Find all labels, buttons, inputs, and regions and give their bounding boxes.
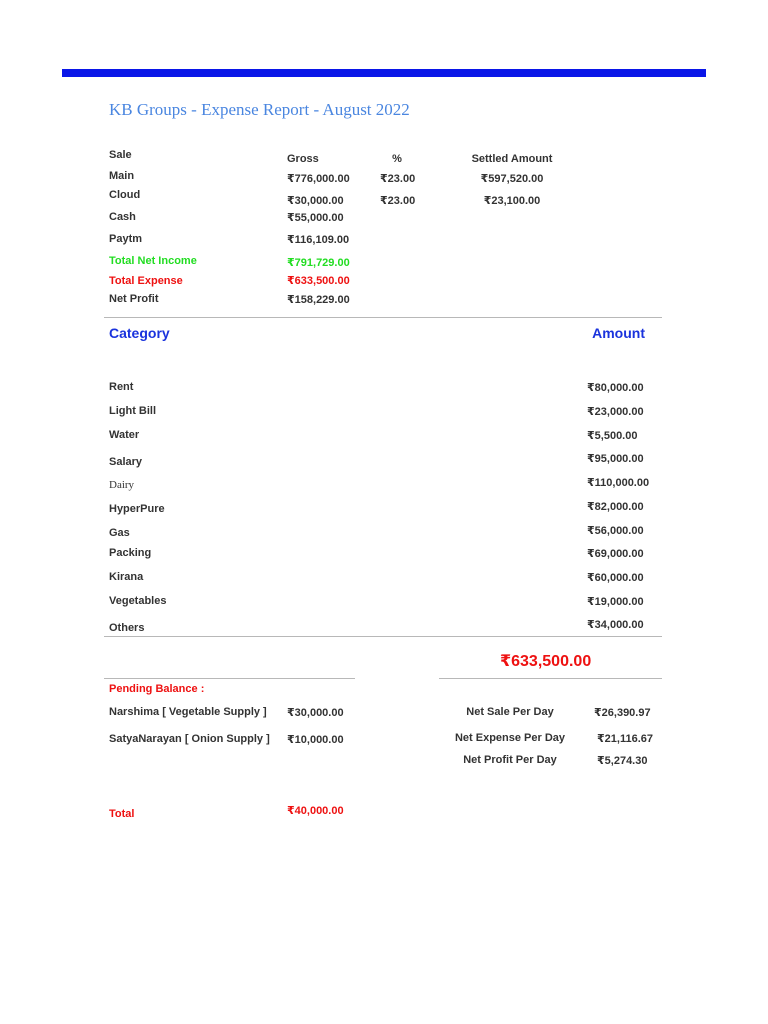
total-net-income-value: ₹791,729.00: [287, 257, 350, 269]
net-profit-label: Net Profit: [109, 293, 159, 305]
pending-item-amount: ₹30,000.00: [287, 707, 344, 719]
expense-amount: ₹34,000.00: [587, 619, 644, 631]
expense-amount: ₹23,000.00: [587, 406, 644, 418]
expense-amount: ₹69,000.00: [587, 548, 644, 560]
report-title: KB Groups - Expense Report - August 2022: [109, 100, 410, 119]
expense-category: Dairy: [109, 479, 135, 491]
expense-category: Water: [109, 429, 140, 441]
expense-amount: ₹60,000.00: [587, 572, 644, 584]
expense-amount: ₹56,000.00: [587, 525, 644, 537]
expense-total: ₹633,500.00: [500, 653, 592, 670]
expense-category: Gas: [109, 527, 130, 539]
sale-row-label: Paytm: [109, 233, 143, 245]
divider: [104, 636, 662, 637]
expense-category: Rent: [109, 381, 134, 393]
per-day-label: Net Expense Per Day: [454, 732, 566, 744]
divider: [104, 678, 355, 679]
expense-category: HyperPure: [109, 503, 165, 515]
expense-amount: ₹82,000.00: [587, 501, 644, 513]
top-accent-bar: [62, 69, 706, 77]
category-header: Category: [109, 325, 170, 341]
expense-amount: ₹110,000.00: [587, 477, 650, 489]
expense-category: Kirana: [109, 571, 144, 583]
total-expense-value: ₹633,500.00: [287, 275, 350, 287]
expense-category: Others: [109, 622, 145, 634]
settled-amount-header: Settled Amount: [471, 153, 553, 165]
sale-row-settled: ₹23,100.00: [483, 195, 541, 207]
sale-row-label: Cloud: [109, 189, 141, 201]
sale-row-gross: ₹30,000.00: [287, 195, 344, 207]
per-day-label: Net Sale Per Day: [466, 706, 554, 718]
sale-row-percent: ₹23.00: [380, 173, 416, 185]
sale-row-gross: ₹116,109.00: [287, 234, 350, 246]
expense-amount: ₹19,000.00: [587, 596, 644, 608]
per-day-value: ₹21,116.67: [597, 733, 653, 745]
percent-header: %: [392, 153, 402, 165]
pending-item-amount: ₹10,000.00: [287, 734, 344, 746]
sale-row-settled: ₹597,520.00: [480, 173, 544, 185]
sale-row-gross: ₹776,000.00: [287, 173, 350, 185]
sale-row-gross: ₹55,000.00: [287, 212, 344, 224]
sale-row-label: Main: [109, 170, 135, 182]
divider: [104, 317, 662, 318]
pending-item-name: Narshima [ Vegetable Supply ]: [109, 706, 267, 718]
expense-amount: ₹5,500.00: [587, 430, 638, 442]
expense-amount: ₹80,000.00: [587, 382, 644, 394]
expense-category: Salary: [109, 456, 143, 468]
sale-row-percent: ₹23.00: [380, 195, 416, 207]
total-net-income-label: Total Net Income: [109, 255, 197, 267]
amount-header: Amount: [592, 325, 645, 341]
expense-category: Packing: [109, 547, 152, 559]
expense-amount: ₹95,000.00: [587, 453, 644, 465]
pending-total-label: Total: [109, 808, 135, 820]
pending-item-name: SatyaNarayan [ Onion Supply ]: [109, 733, 270, 745]
total-expense-label: Total Expense: [109, 275, 183, 287]
sale-header: Sale: [109, 149, 132, 161]
expense-category: Light Bill: [109, 405, 157, 417]
per-day-value: ₹5,274.30: [597, 755, 648, 767]
per-day-value: ₹26,390.97: [594, 707, 651, 719]
pending-total-value: ₹40,000.00: [287, 805, 344, 817]
per-day-label: Net Profit Per Day: [463, 754, 557, 766]
pending-balance-title: Pending Balance :: [109, 683, 205, 695]
expense-category: Vegetables: [109, 595, 167, 607]
sale-row-label: Cash: [109, 211, 136, 223]
gross-header: Gross: [287, 153, 319, 165]
divider: [439, 678, 662, 679]
net-profit-value: ₹158,229.00: [287, 294, 350, 306]
